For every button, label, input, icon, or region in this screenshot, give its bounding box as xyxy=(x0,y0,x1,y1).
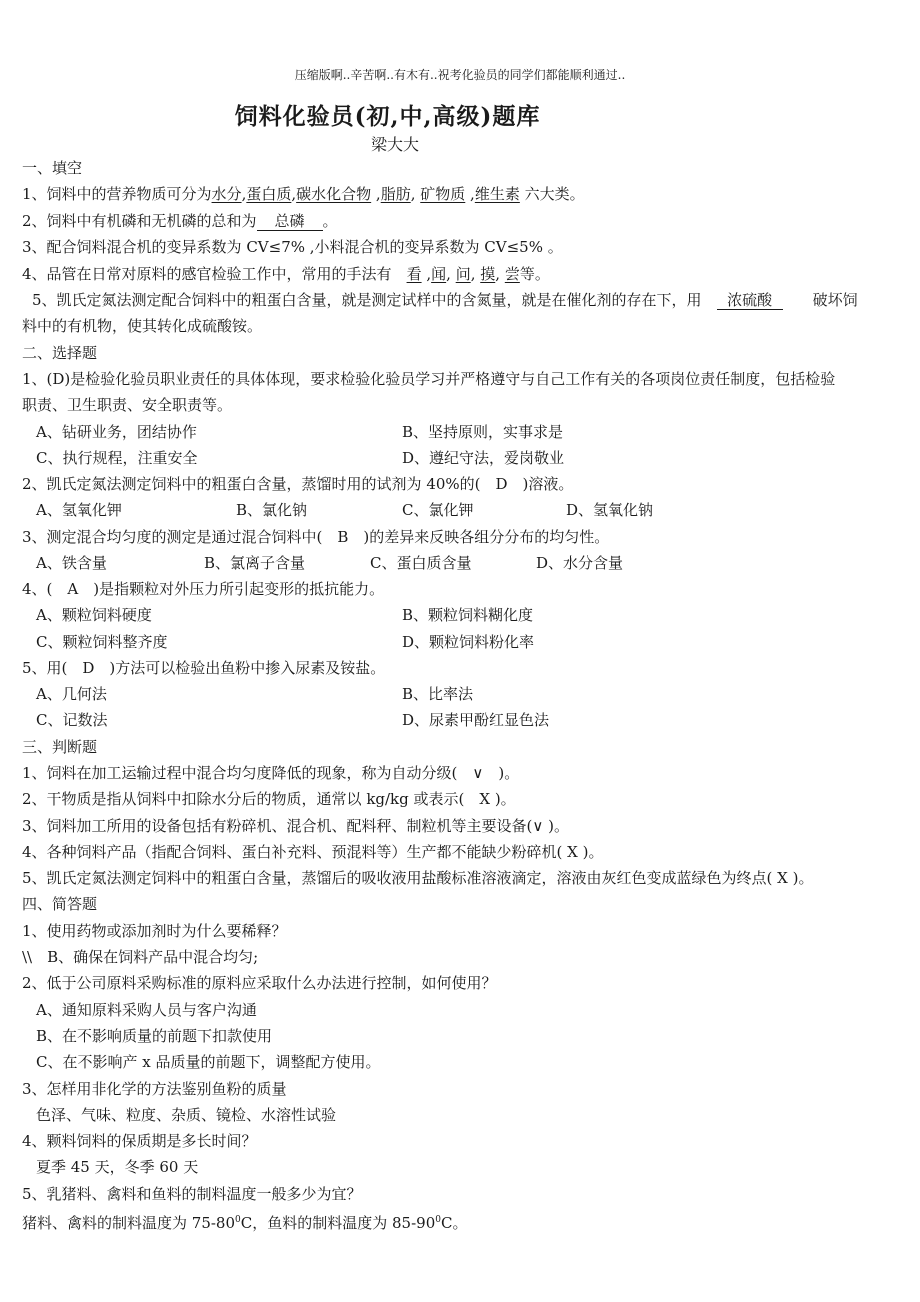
short-q5-answer: 猪料、禽料的制料温度为 $75-80^0C$，鱼料的制料温度为 $85-90^0C$。 xyxy=(22,1214,468,1232)
header-note: 压缩版啊..辛苦啊..有木有..祝考化验员的同学们都能顺利通过.. xyxy=(294,68,626,82)
choice-q2: 2、凯氏定氮法测定饲料中的粗蛋白含量，蒸馏时用的试剂为 40%的( D )溶液。 xyxy=(22,475,574,493)
answer-blank: 总磷 xyxy=(257,212,323,231)
fill-q5: 5、凯氏定氮法测定配合饲料中的粗蛋白含量，就是测定试样中的含氮量，就是在催化剂的存在下，用 浓硫酸 破坏饲 xyxy=(32,291,858,309)
author: 梁大大 xyxy=(370,135,419,154)
document-title: 饲料化验员(初,中,高级)题库 xyxy=(234,103,541,130)
option-row: A、几何法 B、比率法 xyxy=(36,685,474,703)
short-q4: 4、颗料饲料的保质期是多长时间？ xyxy=(22,1132,257,1150)
choice-q3: 3、测定混合均匀度的测定是通过混合饲料中( B )的差异来反映各组分分布的均匀性。 xyxy=(22,528,610,546)
judge-q4: 4、各种饲料产品（指配合饲料、蛋白补充料、预混料等）生产都不能缺少粉碎机( X )。 xyxy=(22,843,604,861)
choice-q4: 4、( A )是指颗粒对外压力所引起变形的抵抗能力。 xyxy=(22,580,385,598)
option-row: A、颗粒饲料硬度 B、颗粒饲料糊化度 xyxy=(36,606,534,624)
judge-q2: 2、干物质是指从饲料中扣除水分后的物质，通常以 kg/kg 或表示( X )。 xyxy=(22,790,516,808)
answer-blank: 浓硫酸 xyxy=(717,291,783,310)
short-q2-answer-b: B、在不影响质量的前题下扣款使用 xyxy=(36,1027,273,1045)
judge-q1: 1、饲料在加工运输过程中混合均匀度降低的现象，称为自动分级( ∨ )。 xyxy=(22,764,520,782)
judge-q3: 3、饲料加工所用的设备包括有粉碎机、混合机、配料秤、制粒机等主要设备(∨ )。 xyxy=(22,817,569,835)
option-row: A、氢氧化钾 B、氯化钠 C、氯化钾 D、氢氧化钠 xyxy=(36,501,654,519)
choice-q5: 5、用( D )方法可以检验出鱼粉中掺入尿素及铵盐。 xyxy=(22,659,386,677)
section-heading-judge: 三、判断题 xyxy=(22,738,98,756)
short-q1: 1、使用药物或添加剂时为什么要稀释？ xyxy=(22,922,287,940)
option-row: C、记数法 D、尿素甲酚红显色法 xyxy=(36,711,550,729)
short-q3-answer: 色泽、气味、粒度、杂质、镜检、水溶性试验 xyxy=(36,1106,337,1124)
option-row: C、颗粒饲料整齐度 D、颗粒饲料粉化率 xyxy=(36,633,535,651)
option-row: A、钻研业务，团结协作 B、坚持原则，实事求是 xyxy=(36,423,564,441)
choice-q1: 1、(D)是检验化验员职业责任的具体体现，要求检验化验员学习并严格遵守与自己工作有关的各项岗位责任制度，包括检验 xyxy=(22,370,836,388)
answer-3: 碳水化合物 xyxy=(296,185,372,203)
fill-q2: 2、饲料中有机磷和无机磷的总和为 总磷 。 xyxy=(22,212,338,230)
choice-q1-cont: 职责、卫生职责、安全职责等。 xyxy=(22,396,233,414)
short-q2-answer-a: A、通知原料采购人员与客户沟通 xyxy=(36,1001,257,1019)
answer-2: 蛋白质 xyxy=(246,185,292,203)
judge-q5: 5、凯氏定氮法测定饲料中的粗蛋白含量，蒸馏后的吸收液用盐酸标准溶液滴定，溶液由灰红色变成蓝绿色为终点( X )。 xyxy=(22,869,814,887)
short-q4-answer: 夏季 45 天，冬季 60 天 xyxy=(36,1158,199,1176)
short-q2-answer-c: C、在不影响产 x 品质量的前题下，调整配方使用。 xyxy=(36,1053,381,1071)
section-heading-short-answer: 四、简答题 xyxy=(22,895,98,913)
option-row: C、执行规程，注重安全 D、遵纪守法，爱岗敬业 xyxy=(36,449,565,467)
fill-q4: 4、品管在日常对原料的感官检验工作中，常用的手法有 看 ,闻, 问, 摸, 尝等。 xyxy=(22,265,550,283)
answer-4: 脂肪 xyxy=(380,185,411,203)
short-q1-answer: \\ B、确保在饲料产品中混合均匀; xyxy=(22,948,259,966)
answer-6: 维生素 xyxy=(474,185,520,203)
short-q2: 2、低于公司原料采购标准的原料应采取什么办法进行控制，如何使用？ xyxy=(22,974,497,992)
fill-q5-cont: 料中的有机物，使其转化成硫酸铵。 xyxy=(22,317,263,335)
section-heading-fill-in: 一、填空 xyxy=(22,159,83,177)
short-q5: 5、乳猪料、禽料和鱼料的制料温度一般多少为宜？ xyxy=(22,1185,362,1203)
option-row: A、铁含量 B、氯离子含量 C、蛋白质含量 D、水分含量 xyxy=(36,554,624,572)
fill-q3: 3、配合饲料混合机的变异系数为 CV≤7% ,小料混合机的变异系数为 CV≤5% 。 xyxy=(22,238,563,256)
answer-1: 水分 xyxy=(211,185,242,203)
short-q3: 3、怎样用非化学的方法鉴别鱼粉的质量 xyxy=(22,1080,287,1098)
section-heading-choice: 二、选择题 xyxy=(22,344,98,362)
fill-q1: 1、饲料中的营养物质可分为水分,蛋白质,碳水化合物 ,脂肪, 矿物质 ,维生素 六大类。 xyxy=(22,185,585,203)
answer-5: 矿物质 xyxy=(420,185,466,203)
